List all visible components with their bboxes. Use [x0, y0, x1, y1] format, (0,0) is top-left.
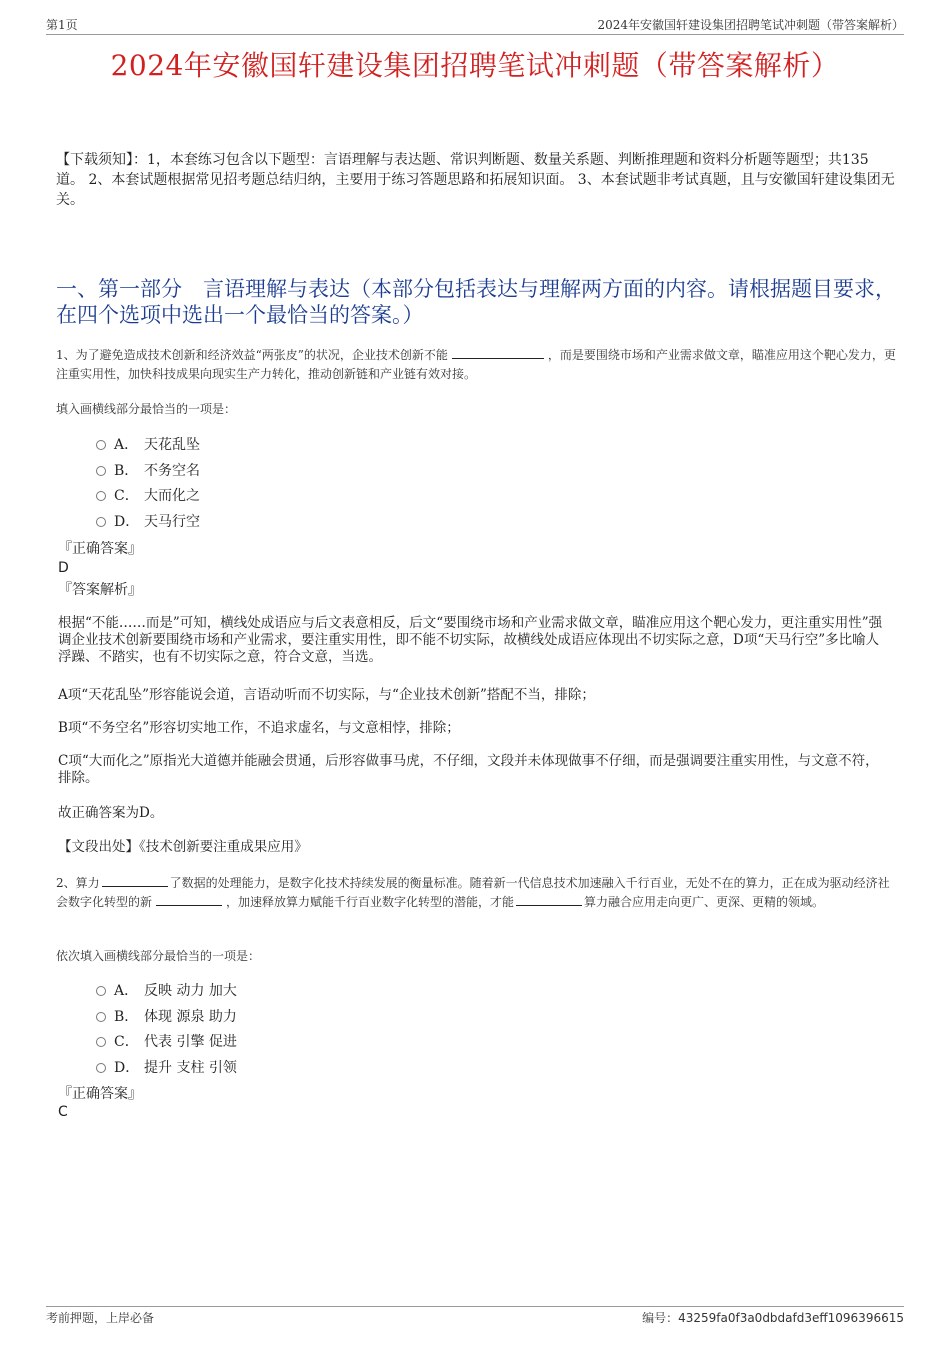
question-2-text: 2、算力 了数据的处理能力，是数字化技术持续发展的衡量标准。随着新一代信息技术加速融入千行百业，无处不在的算力，正在成为驱动经济社会数字化转型的新 ，加速释放算力赋能千行百业数字化转型的潜能，才能 算力融合应用走向更广、更深、更精的领域。 [56, 876, 890, 909]
answer-label: 『正确答案』 [58, 1086, 142, 1102]
question-1-text: 1、为了避免造成技术创新和经济效益“两张皮”的状况，企业技术创新不能 ，而是要围绕市场和产业需求做文章，瞄准应用这个靶心发力，更注重实用性，加快科技成果向现实生产力转化，推动创新链和产业链有效对接。 [56, 348, 896, 381]
conclusion: 故正确答案为D。 [58, 805, 164, 821]
source-note: 【文段出处】《技术创新要注重成果应用》 [58, 839, 308, 855]
section-heading: 一、第一部分 言语理解与表达（本部分包括表达与理解两方面的内容。请根据题目要求，在四个选项中选出一个最恰当的答案。） [56, 277, 896, 327]
option-a[interactable]: A． 天花乱坠 [96, 433, 200, 459]
page-header [46, 14, 904, 35]
analysis-label: 『答案解析』 [58, 582, 142, 598]
analysis-paragraph: B项“不务空名”形容切实地工作，不追求虚名，与文意相悖，排除； [58, 720, 460, 736]
option-b[interactable]: B． 体现 源泉 助力 [96, 1005, 237, 1031]
answer-label: 『正确答案』 [58, 541, 142, 557]
radio-icon[interactable] [96, 491, 106, 501]
question-1-prompt: 填入画横线部分最恰当的一项是： [56, 402, 237, 416]
fill-blank [452, 346, 544, 359]
answer-value: D [58, 560, 69, 576]
download-notice: 【下载须知】：1，本套练习包含以下题型：言语理解与表达题、常识判断题、数量关系题、判断推理题和资料分析题等题型；共135道。 2、本套试题根据常见招考题总结归纳，主要用于练习答题思路和拓展知识面。 3、本套试题非考试真题，且与安徽国轩建设集团无关。 [56, 152, 895, 208]
page-footer [46, 1306, 904, 1325]
option-d[interactable]: D． 提升 支柱 引领 [96, 1056, 237, 1082]
radio-icon[interactable] [96, 466, 106, 476]
document-title: 2024年安徽国轩建设集团招聘笔试冲刺题（带答案解析） [110, 49, 840, 82]
question-2-options [96, 979, 237, 1081]
fill-blank [102, 874, 168, 887]
option-c[interactable]: C． 大而化之 [96, 484, 200, 510]
fill-blank [516, 893, 582, 906]
footer-slogan: 考前押题，上岸必备 [46, 1311, 155, 1325]
option-b[interactable]: B． 不务空名 [96, 459, 200, 485]
radio-icon[interactable] [96, 517, 106, 527]
analysis-paragraph: C项“大而化之”原指光大道德并能融会贯通，后形容做事马虎，不仔细，文段并未体现做事不仔细，而是强调要注重实用性，与文意不符，排除。 [58, 753, 879, 786]
radio-icon[interactable] [96, 986, 106, 996]
radio-icon[interactable] [96, 1063, 106, 1073]
fill-blank [156, 893, 222, 906]
header-doc-title: 2024年安徽国轩建设集团招聘笔试冲刺题（带答案解析） [597, 18, 904, 32]
option-c[interactable]: C． 代表 引擎 促进 [96, 1030, 237, 1056]
question-1-options [96, 433, 200, 535]
question-2-prompt: 依次填入画横线部分最恰当的一项是： [56, 949, 261, 963]
radio-icon[interactable] [96, 440, 106, 450]
document-code: 编号：43259fa0f3a0dbdafd3eff1096396615 [642, 1311, 904, 1325]
option-d[interactable]: D． 天马行空 [96, 510, 200, 536]
analysis-paragraph: A项“天花乱坠”形容能说会道，言语动听而不切实际，与“企业技术创新”搭配不当，排除； [58, 687, 595, 703]
page-number: 第1页 [46, 18, 78, 32]
radio-icon[interactable] [96, 1037, 106, 1047]
radio-icon[interactable] [96, 1012, 106, 1022]
analysis-paragraph: 根据“不能……而是”可知，横线处成语应与后文表意相反，后文“要围绕市场和产业需求做文章，瞄准应用这个靶心发力，更注重实用性”强调企业技术创新要围绕市场和产业需求，要注重实用性，即不能不切实际，故横线处成语应体现出不切实际之意，D项“天马行空”多比喻人浮躁、不踏实，也有不切实际之意，符合文意，当选。 [58, 615, 883, 665]
option-a[interactable]: A． 反映 动力 加大 [96, 979, 237, 1005]
answer-value: C [58, 1104, 68, 1120]
